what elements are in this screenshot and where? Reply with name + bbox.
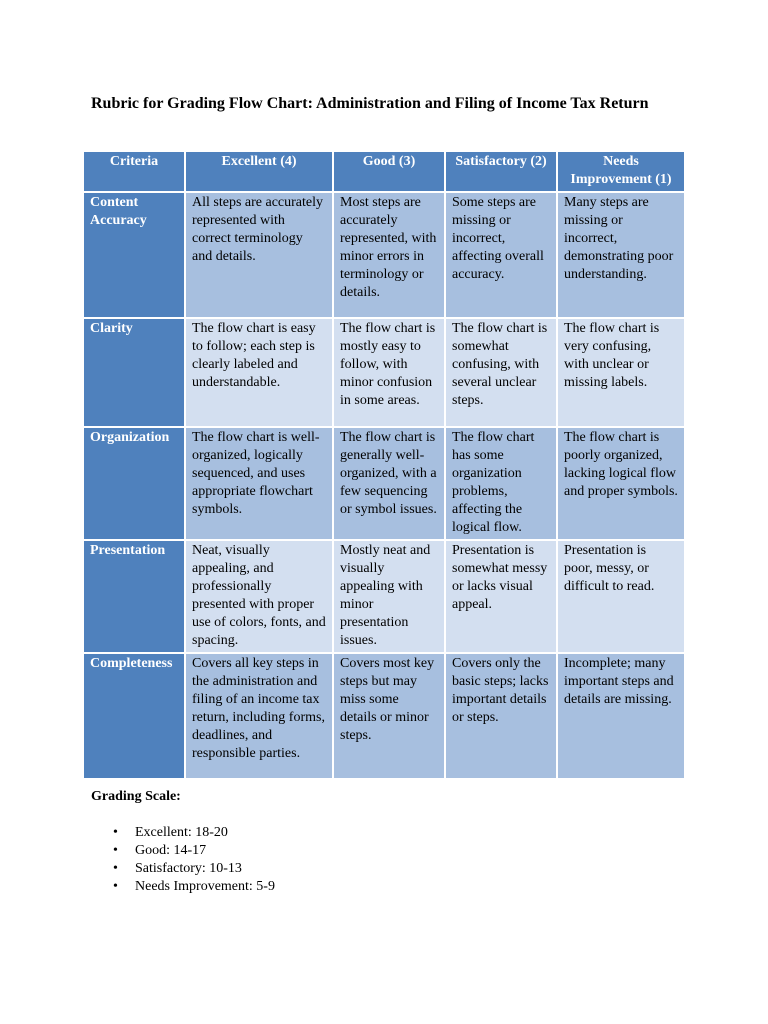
table-cell: Covers most key steps but may miss some details or minor steps. [334, 654, 446, 780]
header-good: Good (3) [334, 152, 446, 193]
list-item [91, 860, 275, 878]
table-cell: The flow chart is well-organized, logically sequenced, and uses appropriate flowchart symbols. [186, 428, 334, 541]
table-cell: The flow chart is very confusing, with unclear or missing labels. [558, 319, 684, 428]
criterion-completeness: Completeness [84, 654, 186, 780]
table-cell: Mostly neat and visually appealing with minor presentation issues. [334, 541, 446, 654]
criterion-content-accuracy: Content Accuracy [84, 193, 186, 319]
scale-item-label: Satisfactory: 10-13 [135, 861, 242, 876]
table-row [84, 541, 684, 654]
bullet-icon: • [113, 825, 118, 840]
table-cell: The flow chart is poorly organized, lacking logical flow and proper symbols. [558, 428, 684, 541]
table-cell: The flow chart is mostly easy to follow, with minor confusion in some areas. [334, 319, 446, 428]
rubric-header-row [84, 152, 684, 193]
header-needs-improvement: Needs Improvement (1) [558, 152, 684, 193]
table-cell: Neat, visually appealing, and professionally presented with proper use of colors, fonts, and spacing. [186, 541, 334, 654]
table-cell: The flow chart is somewhat confusing, with several unclear steps. [446, 319, 558, 428]
criterion-organization: Organization [84, 428, 186, 541]
document-title: Rubric for Grading Flow Chart: Administration and Filing of Income Tax Return [91, 95, 649, 112]
criterion-clarity: Clarity [84, 319, 186, 428]
table-cell: All steps are accurately represented with correct terminology and details. [186, 193, 334, 319]
table-cell: Most steps are accurately represented, with minor errors in terminology or details. [334, 193, 446, 319]
bullet-icon: • [113, 879, 118, 894]
header-criteria: Criteria [84, 152, 186, 193]
list-item [91, 842, 275, 860]
criterion-presentation: Presentation [84, 541, 186, 654]
grading-scale-list [91, 824, 275, 896]
table-row [84, 193, 684, 319]
grading-scale-heading: Grading Scale: [91, 789, 181, 804]
table-row [84, 654, 684, 780]
table-row [84, 319, 684, 428]
list-item [91, 878, 275, 896]
bullet-icon: • [113, 843, 118, 858]
scale-item-label: Needs Improvement: 5-9 [135, 879, 275, 894]
table-cell: The flow chart is generally well-organized, with a few sequencing or symbol issues. [334, 428, 446, 541]
table-cell: Presentation is somewhat messy or lacks visual appeal. [446, 541, 558, 654]
table-cell: Some steps are missing or incorrect, affecting overall accuracy. [446, 193, 558, 319]
header-satisfactory: Satisfactory (2) [446, 152, 558, 193]
table-cell: Covers all key steps in the administration and filing of an income tax return, including forms, deadlines, and responsible parties. [186, 654, 334, 780]
scale-item-label: Good: 14-17 [135, 843, 207, 858]
table-cell: The flow chart has some organization problems, affecting the logical flow. [446, 428, 558, 541]
rubric-table [84, 152, 684, 780]
table-cell: Many steps are missing or incorrect, demonstrating poor understanding. [558, 193, 684, 319]
table-cell: The flow chart is easy to follow; each step is clearly labeled and understandable. [186, 319, 334, 428]
scale-item-label: Excellent: 18-20 [135, 825, 228, 840]
table-cell: Incomplete; many important steps and details are missing. [558, 654, 684, 780]
table-row [84, 428, 684, 541]
bullet-icon: • [113, 861, 118, 876]
header-excellent: Excellent (4) [186, 152, 334, 193]
table-cell: Covers only the basic steps; lacks important details or steps. [446, 654, 558, 780]
table-cell: Presentation is poor, messy, or difficult to read. [558, 541, 684, 654]
list-item [91, 824, 275, 842]
